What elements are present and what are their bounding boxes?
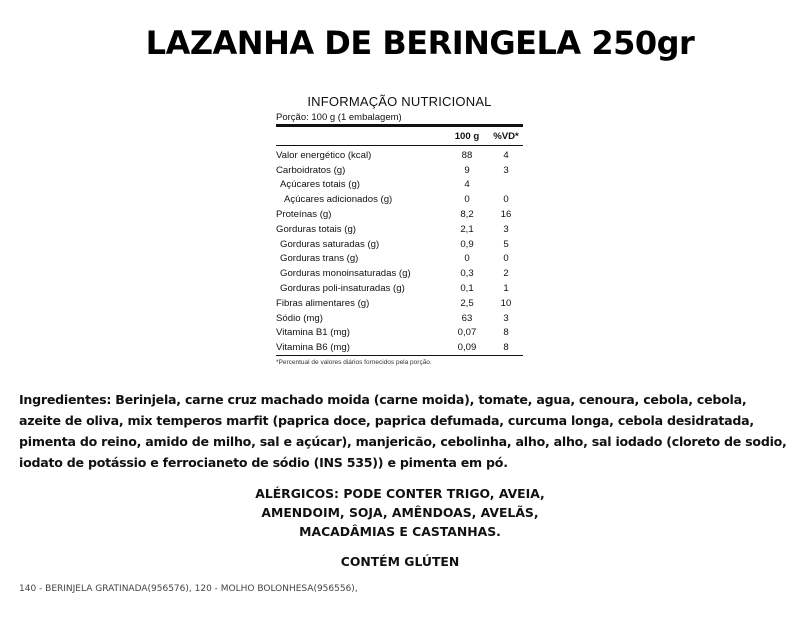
nutrient-vd: 2 bbox=[503, 268, 509, 280]
portion-size: Porção: 100 g (1 embalagem) bbox=[276, 112, 523, 127]
nutrient-value: 4 bbox=[464, 179, 470, 191]
nutrition-heading: INFORMAÇÃO NUTRICIONAL bbox=[307, 94, 492, 109]
nutrition-table bbox=[276, 127, 523, 356]
nutrient-vd: 8 bbox=[489, 340, 523, 355]
product-title: LAZANHA DE BERINGELA 250gr bbox=[145, 24, 695, 62]
nutrient-vd: 4 bbox=[503, 149, 509, 161]
nutrient-value: 63 bbox=[461, 312, 473, 324]
nutrition-row bbox=[276, 148, 523, 163]
nutrient-label: Açúcares adicionados (g) bbox=[284, 194, 393, 206]
nutrient-value: 0,9 bbox=[460, 238, 474, 250]
header-blank bbox=[276, 127, 445, 146]
nutrition-row bbox=[276, 163, 523, 178]
nutrient-vd: 3 bbox=[503, 312, 509, 324]
nutrient-vd: 10 bbox=[500, 297, 512, 309]
header-100g: 100 g bbox=[445, 127, 489, 146]
nutrient-value: 0 bbox=[464, 194, 470, 206]
allergens-line: ALÉRGICOS: PODE CONTER TRIGO, AVEIA, bbox=[255, 486, 545, 501]
composition-code-line: 140 - BERINJELA GRATINADA(956576), 120 - MOLHO BOLONHESA(956556), bbox=[19, 584, 358, 594]
nutrient-vd: 0 bbox=[503, 253, 509, 265]
nutrient-vd: 1 bbox=[503, 283, 509, 295]
nutrition-facts-panel bbox=[276, 94, 523, 366]
nutrient-label: Gorduras trans (g) bbox=[280, 253, 359, 265]
nutrient-value: 0,09 bbox=[445, 340, 489, 355]
nutrient-value: 0,1 bbox=[460, 283, 474, 295]
nutrient-value: 0,3 bbox=[460, 268, 474, 280]
nutrient-label: Proteínas (g) bbox=[276, 209, 332, 221]
nutrition-row bbox=[276, 311, 523, 326]
nutrient-label: Gorduras monoinsaturadas (g) bbox=[280, 268, 411, 280]
nutrition-row bbox=[276, 281, 523, 296]
nutrient-value: 88 bbox=[461, 149, 473, 161]
nutrient-value: 0,07 bbox=[457, 327, 477, 339]
nutrient-vd: 5 bbox=[503, 238, 509, 250]
nutrient-value: 2,1 bbox=[460, 223, 474, 235]
nutrient-label: Sódio (mg) bbox=[276, 312, 323, 324]
nutrient-value: 8,2 bbox=[460, 209, 474, 221]
nutrient-label: Valor energético (kcal) bbox=[276, 149, 372, 161]
nutrient-label: Fibras alimentares (g) bbox=[276, 297, 370, 309]
nutrient-vd bbox=[489, 178, 523, 193]
nutrient-value: 2,5 bbox=[460, 297, 474, 309]
nutrition-row bbox=[276, 207, 523, 222]
allergens-notice bbox=[0, 484, 800, 541]
nutrient-label: Açúcares totais (g) bbox=[280, 179, 360, 191]
nutrient-label: Gorduras poli-insaturadas (g) bbox=[280, 283, 405, 295]
nutrition-row bbox=[276, 340, 523, 355]
nutrient-label: Carboidratos (g) bbox=[276, 164, 346, 176]
nutrient-value: 9 bbox=[464, 164, 470, 176]
nutrition-row bbox=[276, 237, 523, 252]
ingredients-text: Ingredientes: Berinjela, carne cruz machado moida (carne moida), tomate, agua, cenoura, cebola, cebola, azeite de oliva, mix temperos marfit (paprica doce, paprica defumada, curcuma longa, cebola desidratada, pimenta do reino, amido de milho, sal e açúcar), manjericão, cebolinha, alho, alho, sal iodado (cloreto de sodio, iodato de potássio e ferrocianeto de sódio (INS 535)) e pimenta em pó. bbox=[19, 392, 787, 470]
nutrition-row bbox=[276, 192, 523, 207]
nutrition-header-row bbox=[276, 127, 523, 146]
nutrition-row bbox=[276, 296, 523, 311]
header-vd: %VD* bbox=[489, 127, 523, 146]
nutrition-footnote: *Percentual de valores diários fornecidos pela porção. bbox=[276, 359, 432, 367]
nutrition-row bbox=[276, 178, 523, 193]
gluten-notice: CONTÉM GLÚTEN bbox=[340, 554, 460, 569]
nutrient-value: 0 bbox=[464, 253, 470, 265]
nutrition-row bbox=[276, 252, 523, 267]
allergens-line: MACADÂMIAS E CASTANHAS. bbox=[299, 524, 501, 539]
nutrient-vd: 0 bbox=[503, 194, 509, 206]
nutrition-row bbox=[276, 326, 523, 341]
nutrient-vd: 16 bbox=[500, 209, 512, 221]
nutrient-label: Vitamina B1 (mg) bbox=[276, 327, 350, 339]
nutrient-vd: 3 bbox=[503, 164, 509, 176]
allergens-line: AMENDOIM, SOJA, AMÊNDOAS, AVELÃS, bbox=[261, 505, 539, 520]
nutrition-row bbox=[276, 266, 523, 281]
nutrient-label: Gorduras totais (g) bbox=[276, 223, 356, 235]
nutrient-vd: 8 bbox=[503, 327, 509, 339]
nutrient-label: Gorduras saturadas (g) bbox=[280, 238, 380, 250]
nutrition-row bbox=[276, 222, 523, 237]
nutrient-label: Vitamina B6 (mg) bbox=[276, 340, 445, 355]
nutrient-vd: 3 bbox=[503, 223, 509, 235]
